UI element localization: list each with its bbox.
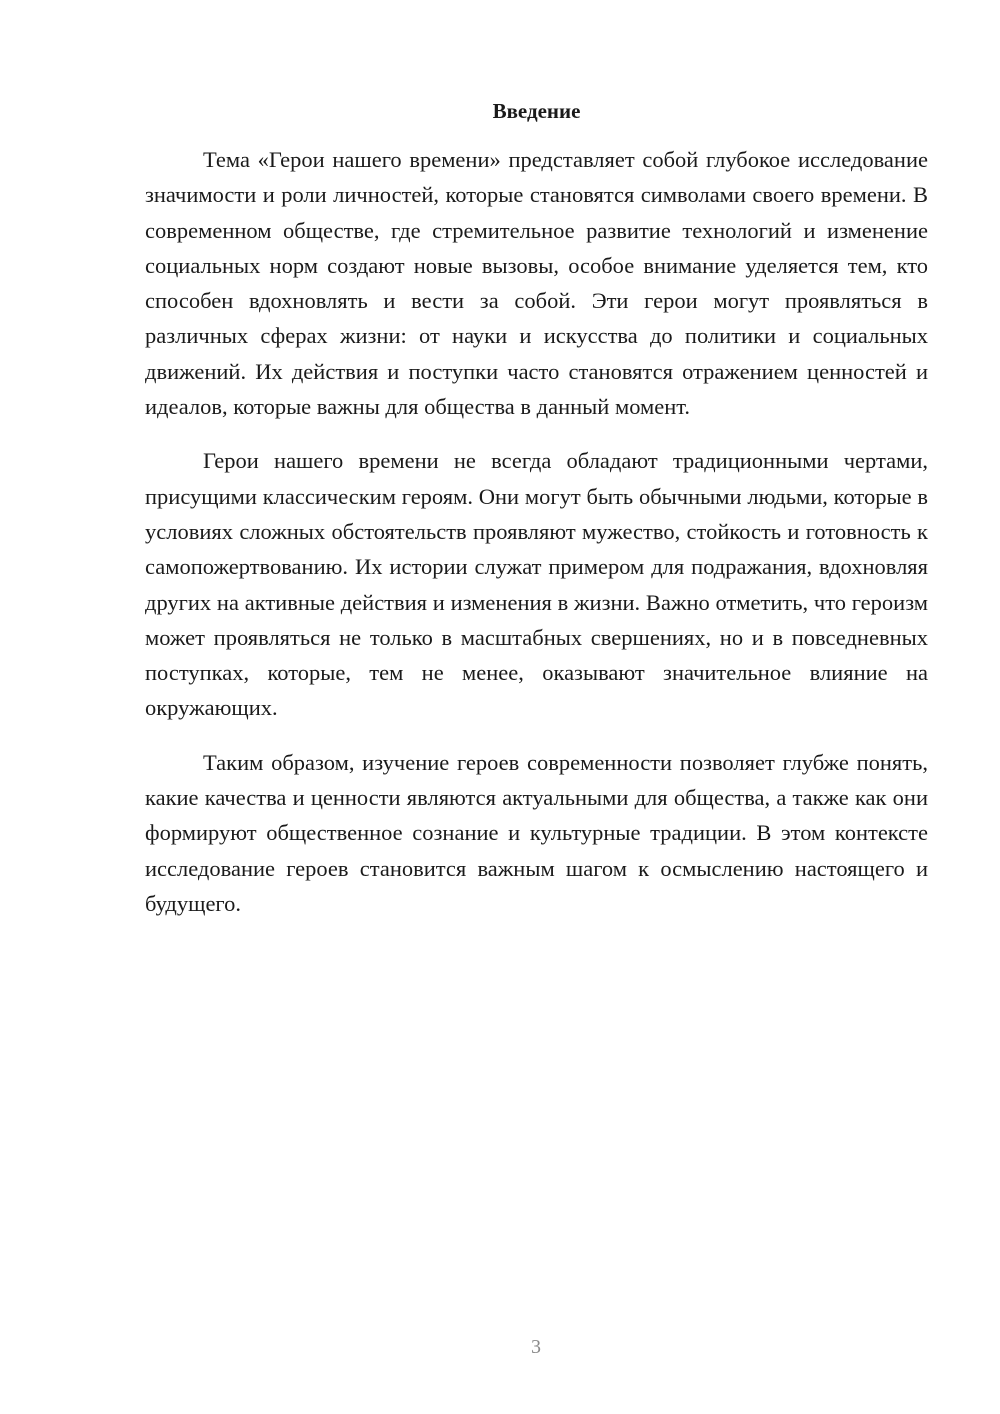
paragraph-1: Тема «Герои нашего времени» представляет собой глубокое исследование значимости и роли личностей, которые становятся символами своего времени. В современном обществе, где стремительное развитие технологий и изменение социальных норм создают новые вызовы, особое внимание уделяется тем, кто способен вдохновлять и вести за собой. Эти герои могут проявляться в различных сферах жизни: от науки и искусства до политики и социальных движений. Их действия и поступки часто становятся отражением ценностей и идеалов, которые важны для общества в данный момент. — [145, 147, 928, 420]
page-number: 3 — [531, 1336, 541, 1358]
paragraph-3: Таким образом, изучение героев современности позволяет глубже понять, какие качества и ценности являются актуальными для общества, а также как они формируют общественное сознание и культурные традиции. В этом контексте исследование героев становится важным шагом к осмыслению настоящего и будущего. — [145, 749, 928, 916]
paragraph-2: Герои нашего времени не всегда обладают традиционными чертами, присущими классическим героям. Они могут быть обычными людьми, которые в условиях сложных обстоятельств проявляют мужество, стойкость и готовность к самопожертвованию. Их истории служат примером для подражания, вдохновляя других на активные действия и изменения в жизни. Важно отметить, что героизм может проявляться не только в масштабных свершениях, но и в повседневных поступках, которые, тем не менее, оказывают значительное влияние на окружающих. — [145, 448, 928, 721]
section-heading: Введение — [492, 99, 581, 123]
body-text — [145, 142, 928, 940]
